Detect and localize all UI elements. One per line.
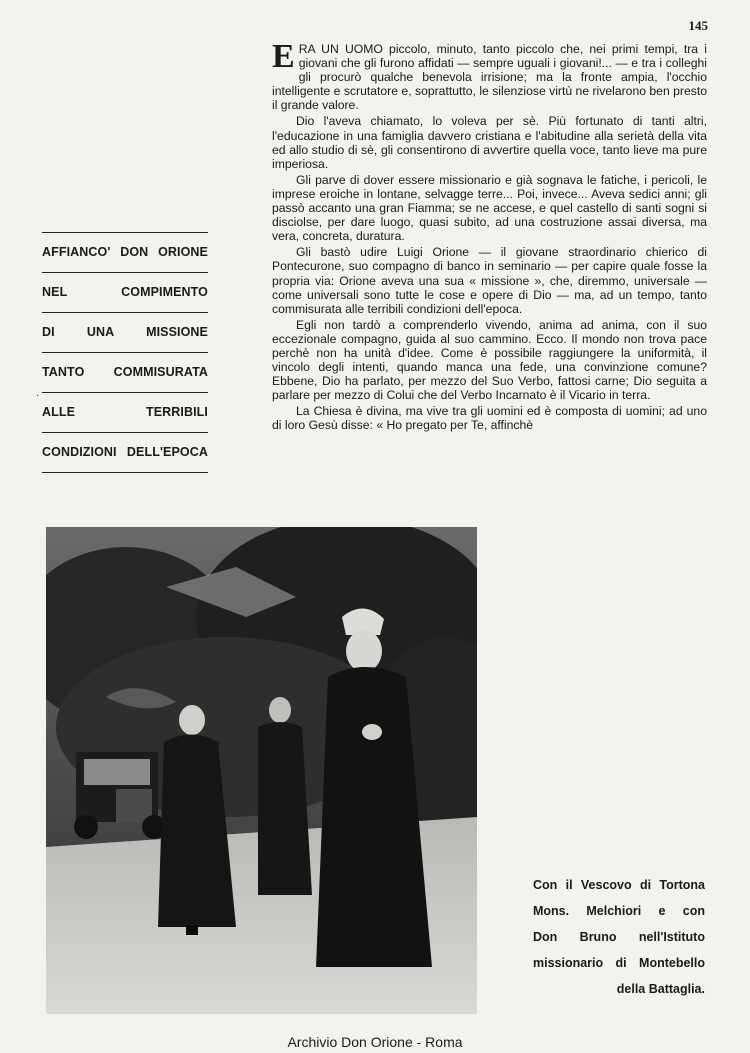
article-paragraph: Dio l'aveva chiamato, lo voleva per sè. Più fortunato di tanti altri, l'educazione in una famiglia davvero cristiana e l'abitudine alla serietà della vita ed allo studio di sè, gli consentirono di avvertire quella voce, tanto lieve ma pure imperiosa. [272,114,707,171]
photo-caption [533,872,705,1002]
article-paragraph: La Chiesa è divina, ma vive tra gli uomini ed è composta di uomini; ad uno di loro Gesù disse: « Ho pregato per Te, affinchè [272,404,707,433]
drop-cap: E [272,38,295,75]
archive-footer: Archivio Don Orione - Roma [287,1034,463,1050]
article-paragraph: Egli non tardò a comprenderlo vivendo, anima ad anima, con il suo eccezionale compagno, guida al suo cammino. Ecco. Il mondo non trova pace perchè non ha unità d'idee. Come è possibile raggiungere la uniformità, il vincolo degli intenti, quando manca una fede, una convinzione comune? Ebbene, Dio ha parlato, per mezzo del Suo Verbo, fattosi carne; Dio seguita a parlare per mezzo di Colui che del Verbo Incarnato è il Vicario in terra. [272,317,707,403]
article-paragraph: Gli parve di dover essere missionario e già sognava le fatiche, i pericoli, le imprese eroiche in lontane, selvagge terre... Poi, invece... Aveva sedici anni; gli passò accanto una gran Fiamma; se ne accese, e quel castello di santi sogni si disciolse, per dare luogo, quasi subito, ad una costruzione assai diversa, ma vera, concreta, duratura. [272,172,707,244]
pull-quote-line: AFFIANCO' DON ORIONE [42,245,208,259]
caption-line: missionario di Montebello [533,956,705,970]
page-number: 145 [688,18,708,33]
pull-quote-line: CONDIZIONI DELL'EPOCA [42,445,208,459]
divider [42,472,208,473]
pull-quote-line: DI UNA MISSIONE [42,325,208,339]
article-body [272,38,707,435]
bullet-mark: · [36,390,40,401]
caption-line: Con il Vescovo di Tortona [533,878,705,892]
pull-quote-line: ALLE TERRIBILI [42,405,208,419]
caption-line: della Battaglia. [616,982,705,996]
photograph [46,527,477,1014]
photo-illustration [46,527,477,1014]
caption-line: Don Bruno nell'Istituto [533,930,705,944]
sidebar-pull-quote [42,232,208,473]
pull-quote-line: NEL COMPIMENTO [42,285,208,299]
article-paragraph: Gli bastò udire Luigi Orione — il giovane straordinario chierico di Pontecurone, suo compagno di banco in seminario — per capire quale fosse la propria via: Orione aveva una sua « missione », che, diremmo, universale — come universali sono tutte le cose e opere di Dio — ma, ad un tempo, tanto commisurata alle terribili condizioni dell'epoca. [272,245,707,316]
article-paragraph: ERA UN UOMO piccolo, minuto, tanto piccolo che, nei primi tempi, tra i giovani che gli furono affidati — sempre uguali i giovani!... — e tra i colleghi gli procurò qualche benevola irrisione; ma la fronte ampia, l'occhio intelligente e scrutatore e, soprattutto, le silenziose virtù ne rivelarono ben presto il grande valore. [272,38,707,113]
pull-quote-line: TANTO COMMISURATA [42,365,208,379]
caption-line: Mons. Melchiori e con [533,904,705,918]
